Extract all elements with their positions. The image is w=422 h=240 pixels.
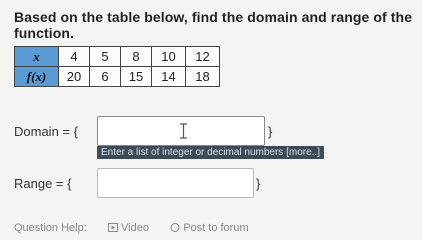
- x-header: x: [15, 47, 59, 67]
- function-table: [14, 46, 220, 87]
- table-cell: 15: [121, 67, 152, 87]
- question-text: Based on the table below, find the domain and range of the function.: [14, 9, 413, 41]
- forum-icon: [170, 223, 180, 232]
- video-link[interactable]: Video: [108, 222, 152, 234]
- range-label: Range = {: [14, 176, 72, 191]
- text-cursor-icon: [179, 123, 188, 139]
- table-row: [15, 47, 220, 67]
- table-cell: 14: [152, 67, 186, 87]
- domain-input[interactable]: [97, 116, 265, 146]
- table-cell: 20: [59, 67, 90, 87]
- fx-header: f(x): [15, 67, 59, 87]
- input-hint-tooltip: Enter a list of integer or decimal numbers [more..]: [97, 146, 324, 159]
- table-cell: 10: [152, 47, 186, 67]
- question-help-bar: [14, 222, 249, 234]
- table-cell: 4: [59, 47, 90, 67]
- table-cell: 5: [90, 47, 121, 67]
- range-input[interactable]: [97, 168, 254, 198]
- range-close-brace: }: [256, 176, 261, 191]
- table-cell: 8: [121, 47, 152, 67]
- table-cell: 12: [186, 47, 220, 67]
- video-icon: [108, 223, 118, 232]
- domain-close-brace: }: [268, 124, 273, 139]
- table-cell: 18: [186, 67, 220, 87]
- table-cell: 6: [90, 67, 121, 87]
- question-help-label: Question Help:: [14, 222, 87, 234]
- table-row: [15, 67, 220, 87]
- domain-label: Domain = {: [14, 124, 78, 139]
- post-to-forum-link[interactable]: Post to forum: [170, 222, 248, 234]
